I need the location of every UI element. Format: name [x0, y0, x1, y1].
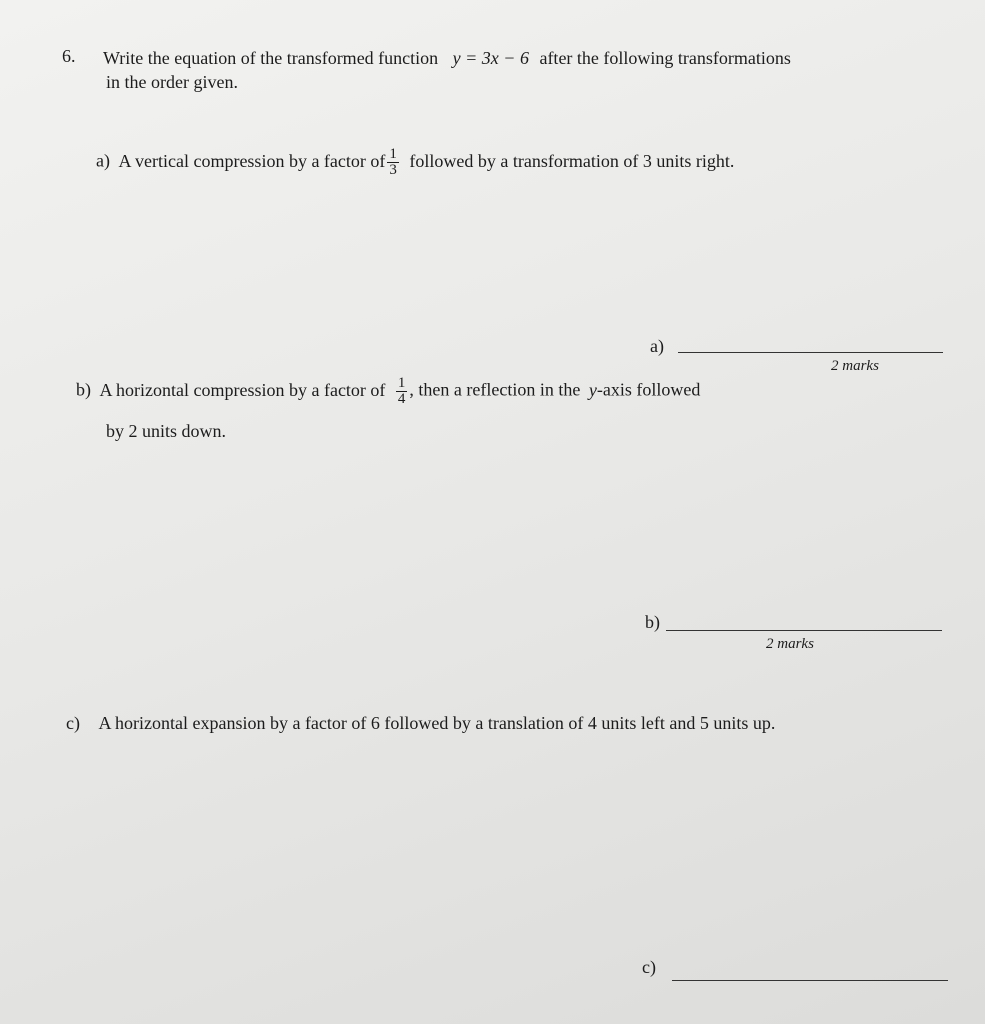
part-a-fraction-numerator: 1	[389, 146, 397, 162]
part-a-answer-label: a)	[650, 336, 664, 356]
part-b-text-mid: , then a reflection in the	[409, 379, 581, 400]
part-a-prompt	[96, 147, 734, 178]
part-b-marks: 2 marks	[766, 636, 814, 652]
part-a-fraction-denominator: 3	[389, 162, 397, 178]
part-a-answer-line[interactable]	[678, 352, 943, 353]
part-b-answer-label: b)	[645, 612, 660, 632]
part-b-axis-variable: y	[588, 379, 597, 400]
question-number: 6.	[62, 46, 76, 66]
part-b-line-2: by 2 units down.	[106, 421, 227, 441]
part-b-prompt	[76, 376, 700, 407]
question-line-2: in the order given.	[106, 72, 238, 92]
part-a-label: a)	[96, 150, 110, 171]
part-c-prompt	[66, 713, 775, 734]
part-c-text: A horizontal expansion by a factor of 6 followed by a translation of 4 units left and 5 units up.	[98, 713, 776, 733]
part-c-answer-line[interactable]	[672, 980, 948, 981]
part-a-fraction	[387, 147, 399, 178]
part-a-text-pre: A vertical compression by a factor of	[118, 150, 386, 171]
question-line-1	[103, 48, 791, 69]
part-b-label: b)	[76, 379, 91, 400]
part-b-text-post: -axis followed	[596, 379, 701, 400]
part-b-fraction-numerator: 1	[397, 375, 406, 391]
part-c-answer-label: c)	[642, 957, 656, 977]
part-b-fraction-denominator: 4	[397, 391, 406, 407]
question-text-post: after the following transformations	[539, 48, 791, 68]
part-a-text-post: followed by a transformation of 3 units right.	[409, 150, 735, 171]
part-b-text-pre: A horizontal compression by a factor of	[99, 379, 386, 400]
question-text-pre: Write the equation of the transformed function	[103, 48, 439, 68]
part-a-marks: 2 marks	[831, 358, 879, 374]
question-equation: y = 3x − 6	[452, 48, 529, 68]
part-c-label: c)	[66, 713, 80, 733]
part-b-fraction	[396, 376, 408, 407]
part-b-answer-line[interactable]	[666, 630, 942, 631]
